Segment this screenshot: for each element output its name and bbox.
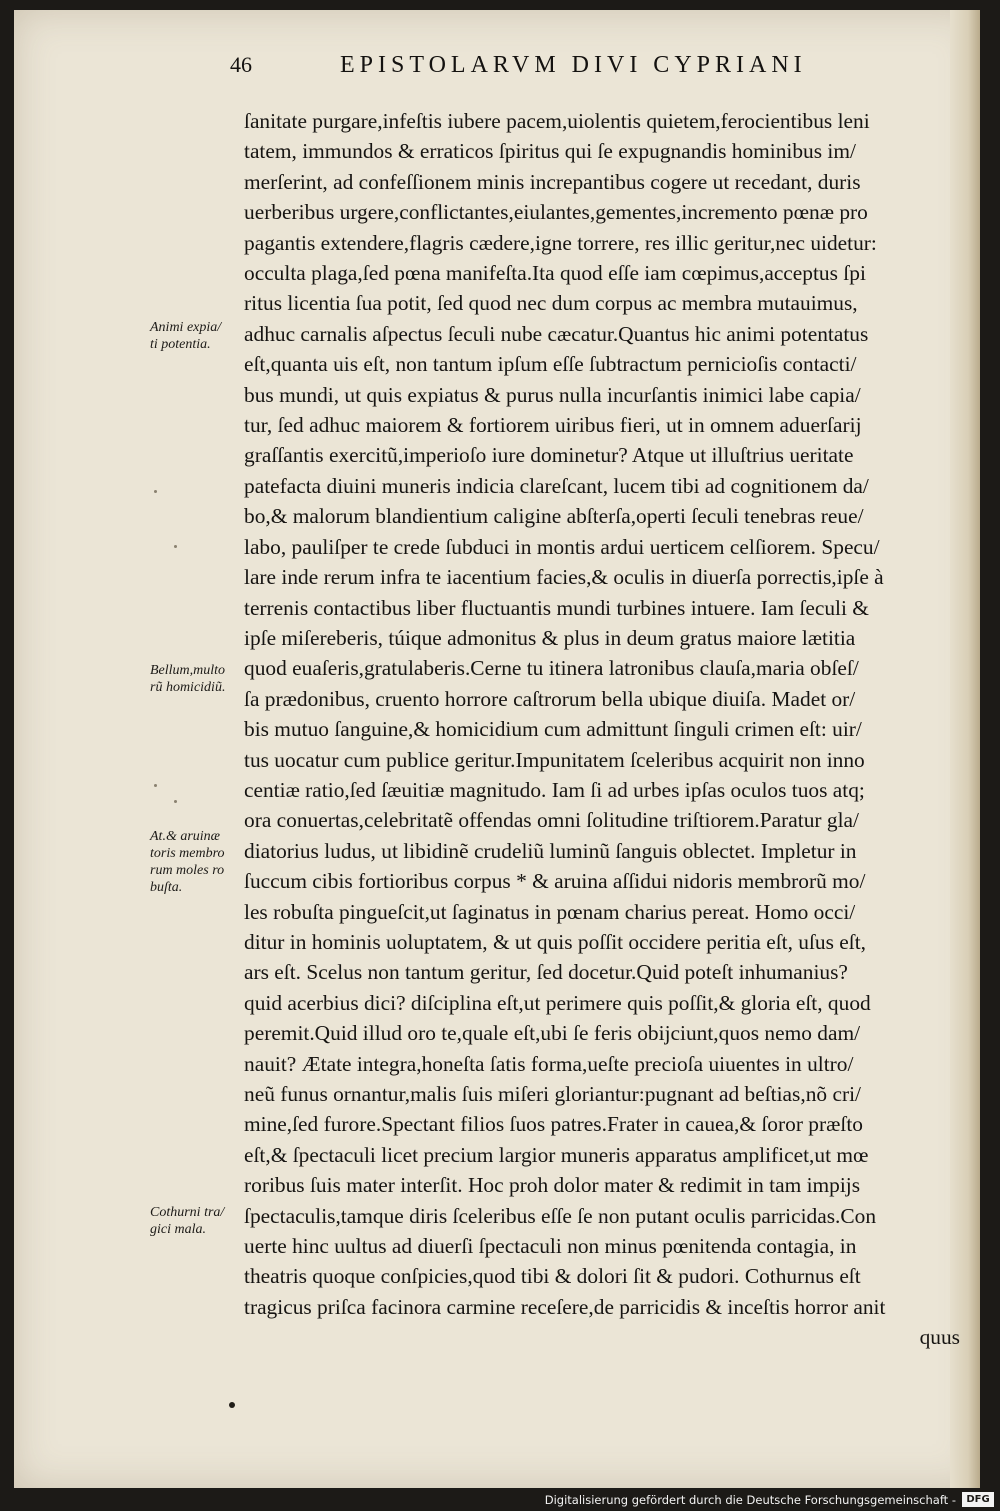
page-header [230,52,940,92]
text-line: adhuc carnalis aſpectus ſeculi nube cæcatur.Quantus hic animi potentatus [244,321,869,346]
text-line: diatorius ludus, ut libidinẽ crudeliũ luminũ ſanguis oblectet. Impletur in [244,838,857,863]
text-line: nauit? Ætate integra,honeſta ſatis forma,ueſte precioſa uiuentes in ultro/ [244,1051,854,1076]
margin-note-line: At.& aruinæ [150,829,221,844]
catchword: quus [919,1325,960,1350]
margin-note-4 [150,1204,254,1238]
text-line: terrenis contactibus liber fluctuantis mundi turbines intuere. Iam ſeculi & [244,595,869,620]
margin-note-line: buſta. [150,880,183,895]
text-line: ora conuertas,celebritatẽ offendas omni ſolitudine triſtiorem.Paratur gla/ [244,808,859,833]
paper-speck [174,800,177,803]
text-line: les robuſta pingueſcit,ut ſaginatus in pœnam charius pereat. Homo occi/ [244,899,856,924]
margin-note-line: Cothurni tra/ [150,1205,225,1220]
text-line: ſpectaculis,tamque diris ſceleribus eſſe ſe non putant oculis parricidas.Con [244,1203,877,1228]
text-line: centiæ ratio,ſed ſæuitiæ magnitudo. Iam ſi ad urbes ipſas oculos tuos atq; [244,777,865,802]
paper-speck [174,545,177,548]
text-line: patefacta diuini muneris indicia clareſcant, lucem tibi ad cognitionem da/ [244,473,869,498]
page-number: 46 [230,52,252,77]
text-line: theatris quoque conſpicies,quod tibi & dolori ſit & pudori. Cothurnus eſt [244,1264,861,1289]
text-line: labo, pauliſper te crede ſubduci in montis ardui uerticem celſiorem. Specu/ [244,534,880,559]
margin-note-line: ti potentia. [150,337,211,352]
running-title: EPISTOLARVM DIVI CYPRIANI [340,52,807,78]
margin-note-line: Bellum,multo [150,663,226,678]
text-line: tatem, immundos & erraticos ſpiritus qui ſe expugnandis hominibus im/ [244,139,856,164]
text-line: uerberibus urgere,conflictantes,eiulantes,gementes,incremento pœnæ pro [244,200,868,225]
text-line: quod euaſeris,gratulaberis.Cerne tu itinera latronibus clauſa,maria obſeſ/ [244,656,859,681]
text-line: bo,& malorum blandientium caligine abſterſa,operti ſeculi tenebras reue/ [244,504,864,529]
text-line: bus mundi, ut quis expiatus & purus nulla incurſantis inimici labe capia/ [244,382,861,407]
digitization-credit: Digitalisierung gefördert durch die Deutsche Forschungsgemeinschaft - [544,1493,956,1507]
text-line: tragicus priſca facinora carmine receſere,de parricidis & inceſtis horror anit [244,1294,886,1319]
book-page [14,10,980,1488]
text-line: ſa prædonibus, cruento horrore caſtrorum bella ubique diuiſa. Madet or/ [244,686,856,711]
margin-note-3 [150,828,254,896]
text-line: ſuccum cibis fortioribus corpus * & aruina aſſidui nidoris membrorũ mo/ [244,869,866,894]
text-line: neũ funus ornantur,malis ſuis miſeri gloriantur:pugnant ad beſtias,nõ cri/ [244,1082,861,1106]
body-text [244,106,966,1353]
text-line: bis mutuo ſanguine,& homicidium cum admittunt ſinguli crimen eſt: uir/ [244,717,862,742]
text-line: eſt,quanta uis eſt, non tantum ipſum eſſe ſubtractum pernicioſis contacti/ [244,352,857,377]
text-line: quid acerbius dici? diſciplina eſt,ut perimere quis poſſit,& gloria eſt, quod [244,990,871,1015]
text-line: roribus ſuis mater interſit. Hoc proh dolor mater & redimit in tam impijs [244,1173,861,1198]
margin-note-1 [150,319,254,353]
paper-speck [154,490,157,493]
text-line: occulta plaga,ſed pœna manifeſta.Ita quod eſſe iam cœpimus,acceptus ſpi [244,261,866,286]
margin-note-line: gici mala. [150,1222,206,1237]
text-line: peremit.Quid illud oro te,quale eſt,ubi ſe feris obijciunt,quos nemo dam/ [244,1021,861,1046]
text-line: tur, ſed adhuc maiorem & fortiorem uiribus fieri, ut in omnem aduerſarij [244,413,862,438]
text-line: merſerint, ad confeſſionem minis increpantibus cogere ut recedant, duris [244,169,861,194]
margin-note-2 [150,662,254,696]
text-line: ritus licentia ſua potit, ſed quod nec dum corpus ac membra mutauimus, [244,291,858,316]
text-line: pagantis extendere,flagris cædere,igne torrere, res illic geritur,nec uidetur: [244,230,877,255]
margin-note-line: rũ homicidiũ. [150,680,226,695]
margin-note-line: toris membro [150,846,225,861]
paper-speck [154,784,157,787]
margin-note-line: rum moles ro [150,863,225,878]
text-line: ſanitate purgare,infeſtis iubere pacem,uiolentis quietem,ferocientibus leni [244,109,870,133]
text-line: graſſantis exercitũ,imperioſo iure dominetur? Atque ut illuſtrius ueritate [244,443,854,468]
footer-bar [0,1488,1000,1511]
text-line: ditur in hominis uoluptatem, & ut quis poſſit occidere peritia eſt, uſus eſt, [244,929,867,954]
text-line: lare inde rerum infra te iacentium facies,& oculis in diuerſa porrectis,ipſe à [244,565,884,590]
text-line: tus uocatur cum publice geritur.Impunitatem ſceleribus acquirit non inno [244,747,865,772]
text-line: mine,ſed furore.Spectant filios ſuos patres.Frater in cauea,& ſoror præſto [244,1112,863,1137]
text-line: uerte hinc uultus ad diuerſi ſpectaculi non minus pœnitenda contagia, in [244,1234,857,1259]
margin-note-line: Animi expia/ [150,320,222,335]
dfg-logo: DFG [962,1492,994,1507]
text-line: ipſe miſereberis, túique admonitus & plus in deum gratus maiore lætitia [244,625,856,650]
text-line: ars eſt. Scelus non tantum geritur, ſed docetur.Quid poteſt inhumanius? [244,960,848,985]
ink-dot [229,1402,235,1408]
text-line: eſt,& ſpectaculi licet precium largior muneris apparatus amplificet,ut mœ [244,1142,869,1167]
